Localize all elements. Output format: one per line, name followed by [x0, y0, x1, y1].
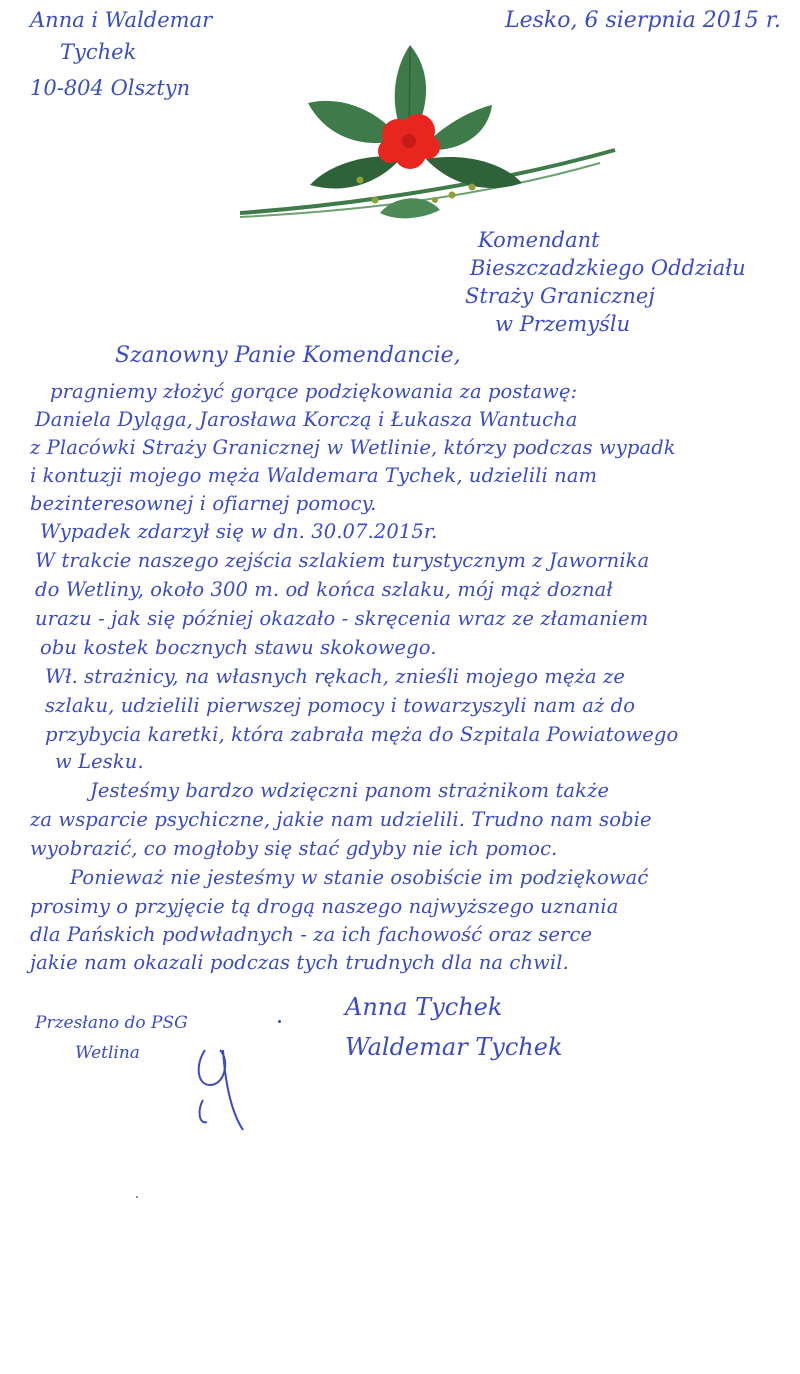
flower-leaf-ornament-icon [230, 35, 620, 225]
body-line: do Wetliny, około 300 m. od końca szlaku, mój mąż doznał [35, 578, 613, 601]
body-line: szlaku, udzielili pierwszej pomocy i towarzyszyli nam aż do [45, 694, 636, 717]
signature-waldemar: Waldemar Tychek [345, 1033, 563, 1061]
body-line: obu kostek bocznych stawu skokowego. [40, 636, 437, 659]
body-line: przybycia karetki, która zabrała męża do Szpitala Powiatowego [45, 723, 679, 746]
body-line: prosimy o przyjęcie tą drogą naszego najwyższego uznania [30, 895, 619, 918]
body-line: z Placówki Straży Granicznej w Wetlinie, którzy podczas wypadk [30, 436, 676, 459]
annotation-forwarded: Przesłano do PSG [35, 1013, 188, 1033]
place-date: Lesko, 6 sierpnia 2015 r. [505, 8, 781, 33]
salutation: Szanowny Panie Komendancie, [115, 343, 461, 368]
addressee-unit: Bieszczadzkiego Oddziału [470, 256, 746, 280]
speck-dot [136, 1196, 138, 1198]
body-line: wyobrazić, co mogłoby się stać gdyby nie ich pomoc. [30, 837, 558, 860]
body-line: dla Pańskich podwładnych - za ich fachowość oraz serce [30, 923, 593, 946]
body-line: za wsparcie psychiczne, jakie nam udzielili. Trudno nam sobie [30, 808, 652, 831]
body-line: i kontuzji mojego męża Waldemara Tychek, udzielili nam [30, 464, 598, 487]
body-line: W trakcie naszego zejścia szlakiem turystycznym z Jawornika [35, 549, 650, 572]
ink-dot [278, 1020, 281, 1023]
body-line: bezinteresownej i ofiarnej pomocy. [30, 492, 377, 515]
body-line: Daniela Dyląga, Jarosława Korczą i Łukasza Wantucha [35, 408, 578, 431]
initials-mark-icon [185, 1030, 255, 1140]
body-line: Jesteśmy bardzo wdzięczni panom strażnikom także [90, 779, 610, 802]
sender-surname: Tychek [60, 40, 137, 64]
body-line: urazu - jak się później okazało - skręcenia wraz ze złamaniem [35, 607, 649, 630]
signature-anna: Anna Tychek [345, 993, 503, 1021]
annotation-place: Wetlina [75, 1043, 140, 1063]
addressee-title: Komendant [478, 228, 600, 252]
addressee-formation: Straży Granicznej [465, 284, 655, 308]
body-line: w Lesku. [55, 750, 144, 773]
body-line: jakie nam okazali podczas tych trudnych dla na chwil. [30, 951, 569, 974]
addressee-city: w Przemyślu [495, 312, 631, 336]
sender-names: Anna i Waldemar [30, 8, 213, 32]
body-line: Wł. strażnicy, na własnych rękach, znieśli mojego męża ze [45, 665, 625, 688]
body-line: Wypadek zdarzył się w dn. 30.07.2015r. [40, 520, 438, 543]
body-line: pragniemy złożyć gorące podziękowania za postawę: [50, 380, 578, 403]
body-line: Ponieważ nie jesteśmy w stanie osobiście im podziękować [70, 866, 649, 889]
sender-city: 10-804 Olsztyn [30, 76, 191, 100]
